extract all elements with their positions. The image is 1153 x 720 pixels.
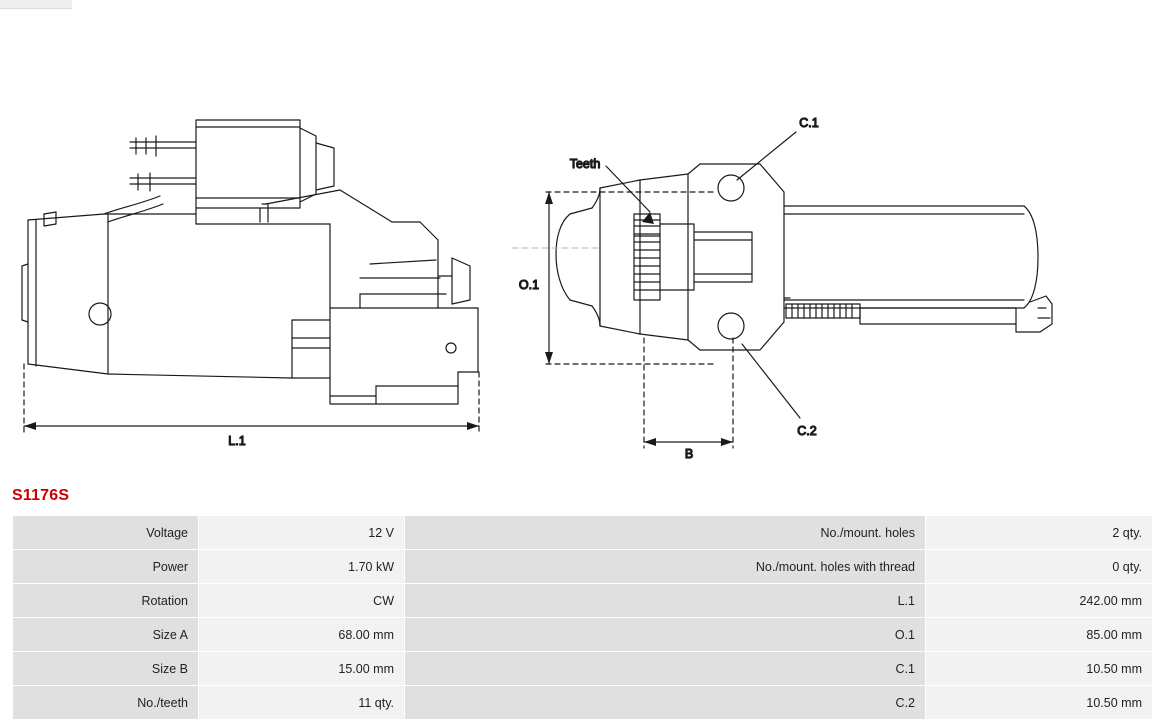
spec-value: 85.00 mm xyxy=(926,618,1153,652)
label-l1: L.1 xyxy=(228,434,246,448)
label-c1: C.1 xyxy=(799,116,819,130)
leader-lines xyxy=(606,132,800,418)
spec-label: Voltage xyxy=(13,516,199,550)
spec-label: Rotation xyxy=(13,584,199,618)
spec-value: 2 qty. xyxy=(926,516,1153,550)
specifications-table xyxy=(12,515,1153,720)
spec-label: C.2 xyxy=(405,686,926,720)
spec-label: No./teeth xyxy=(13,686,199,720)
starter-side-view xyxy=(22,120,478,404)
label-c2: C.2 xyxy=(797,424,817,438)
part-code: S1176S xyxy=(12,487,70,504)
spec-label: O.1 xyxy=(405,618,926,652)
spec-value: 12 V xyxy=(199,516,405,550)
spec-value: 11 qty. xyxy=(199,686,405,720)
spec-value: 10.50 mm xyxy=(926,652,1153,686)
label-o1: O.1 xyxy=(518,278,540,292)
table-row xyxy=(13,584,1153,618)
spec-value: 10.50 mm xyxy=(926,686,1153,720)
table-row xyxy=(13,686,1153,720)
dimension-l1-arrow xyxy=(24,422,479,430)
spec-label: No./mount. holes with thread xyxy=(405,550,926,584)
table-row xyxy=(13,652,1153,686)
table-row xyxy=(13,550,1153,584)
label-b: B xyxy=(684,447,694,461)
spec-label: Power xyxy=(13,550,199,584)
spec-value: 68.00 mm xyxy=(199,618,405,652)
dimension-b xyxy=(644,338,733,448)
technical-drawings xyxy=(0,8,1080,478)
spec-label: Size B xyxy=(13,652,199,686)
spec-value: 0 qty. xyxy=(926,550,1153,584)
spec-label: Size A xyxy=(13,618,199,652)
spec-value: CW xyxy=(199,584,405,618)
table-row xyxy=(13,618,1153,652)
spec-value: 15.00 mm xyxy=(199,652,405,686)
spec-value: 242.00 mm xyxy=(926,584,1153,618)
spec-value: 1.70 kW xyxy=(199,550,405,584)
spec-label: L.1 xyxy=(405,584,926,618)
table-row xyxy=(13,516,1153,550)
label-teeth: Teeth xyxy=(569,157,601,171)
spec-label: No./mount. holes xyxy=(405,516,926,550)
spec-label: C.1 xyxy=(405,652,926,686)
dimension-l1 xyxy=(24,364,479,432)
dimension-o1 xyxy=(545,192,716,364)
